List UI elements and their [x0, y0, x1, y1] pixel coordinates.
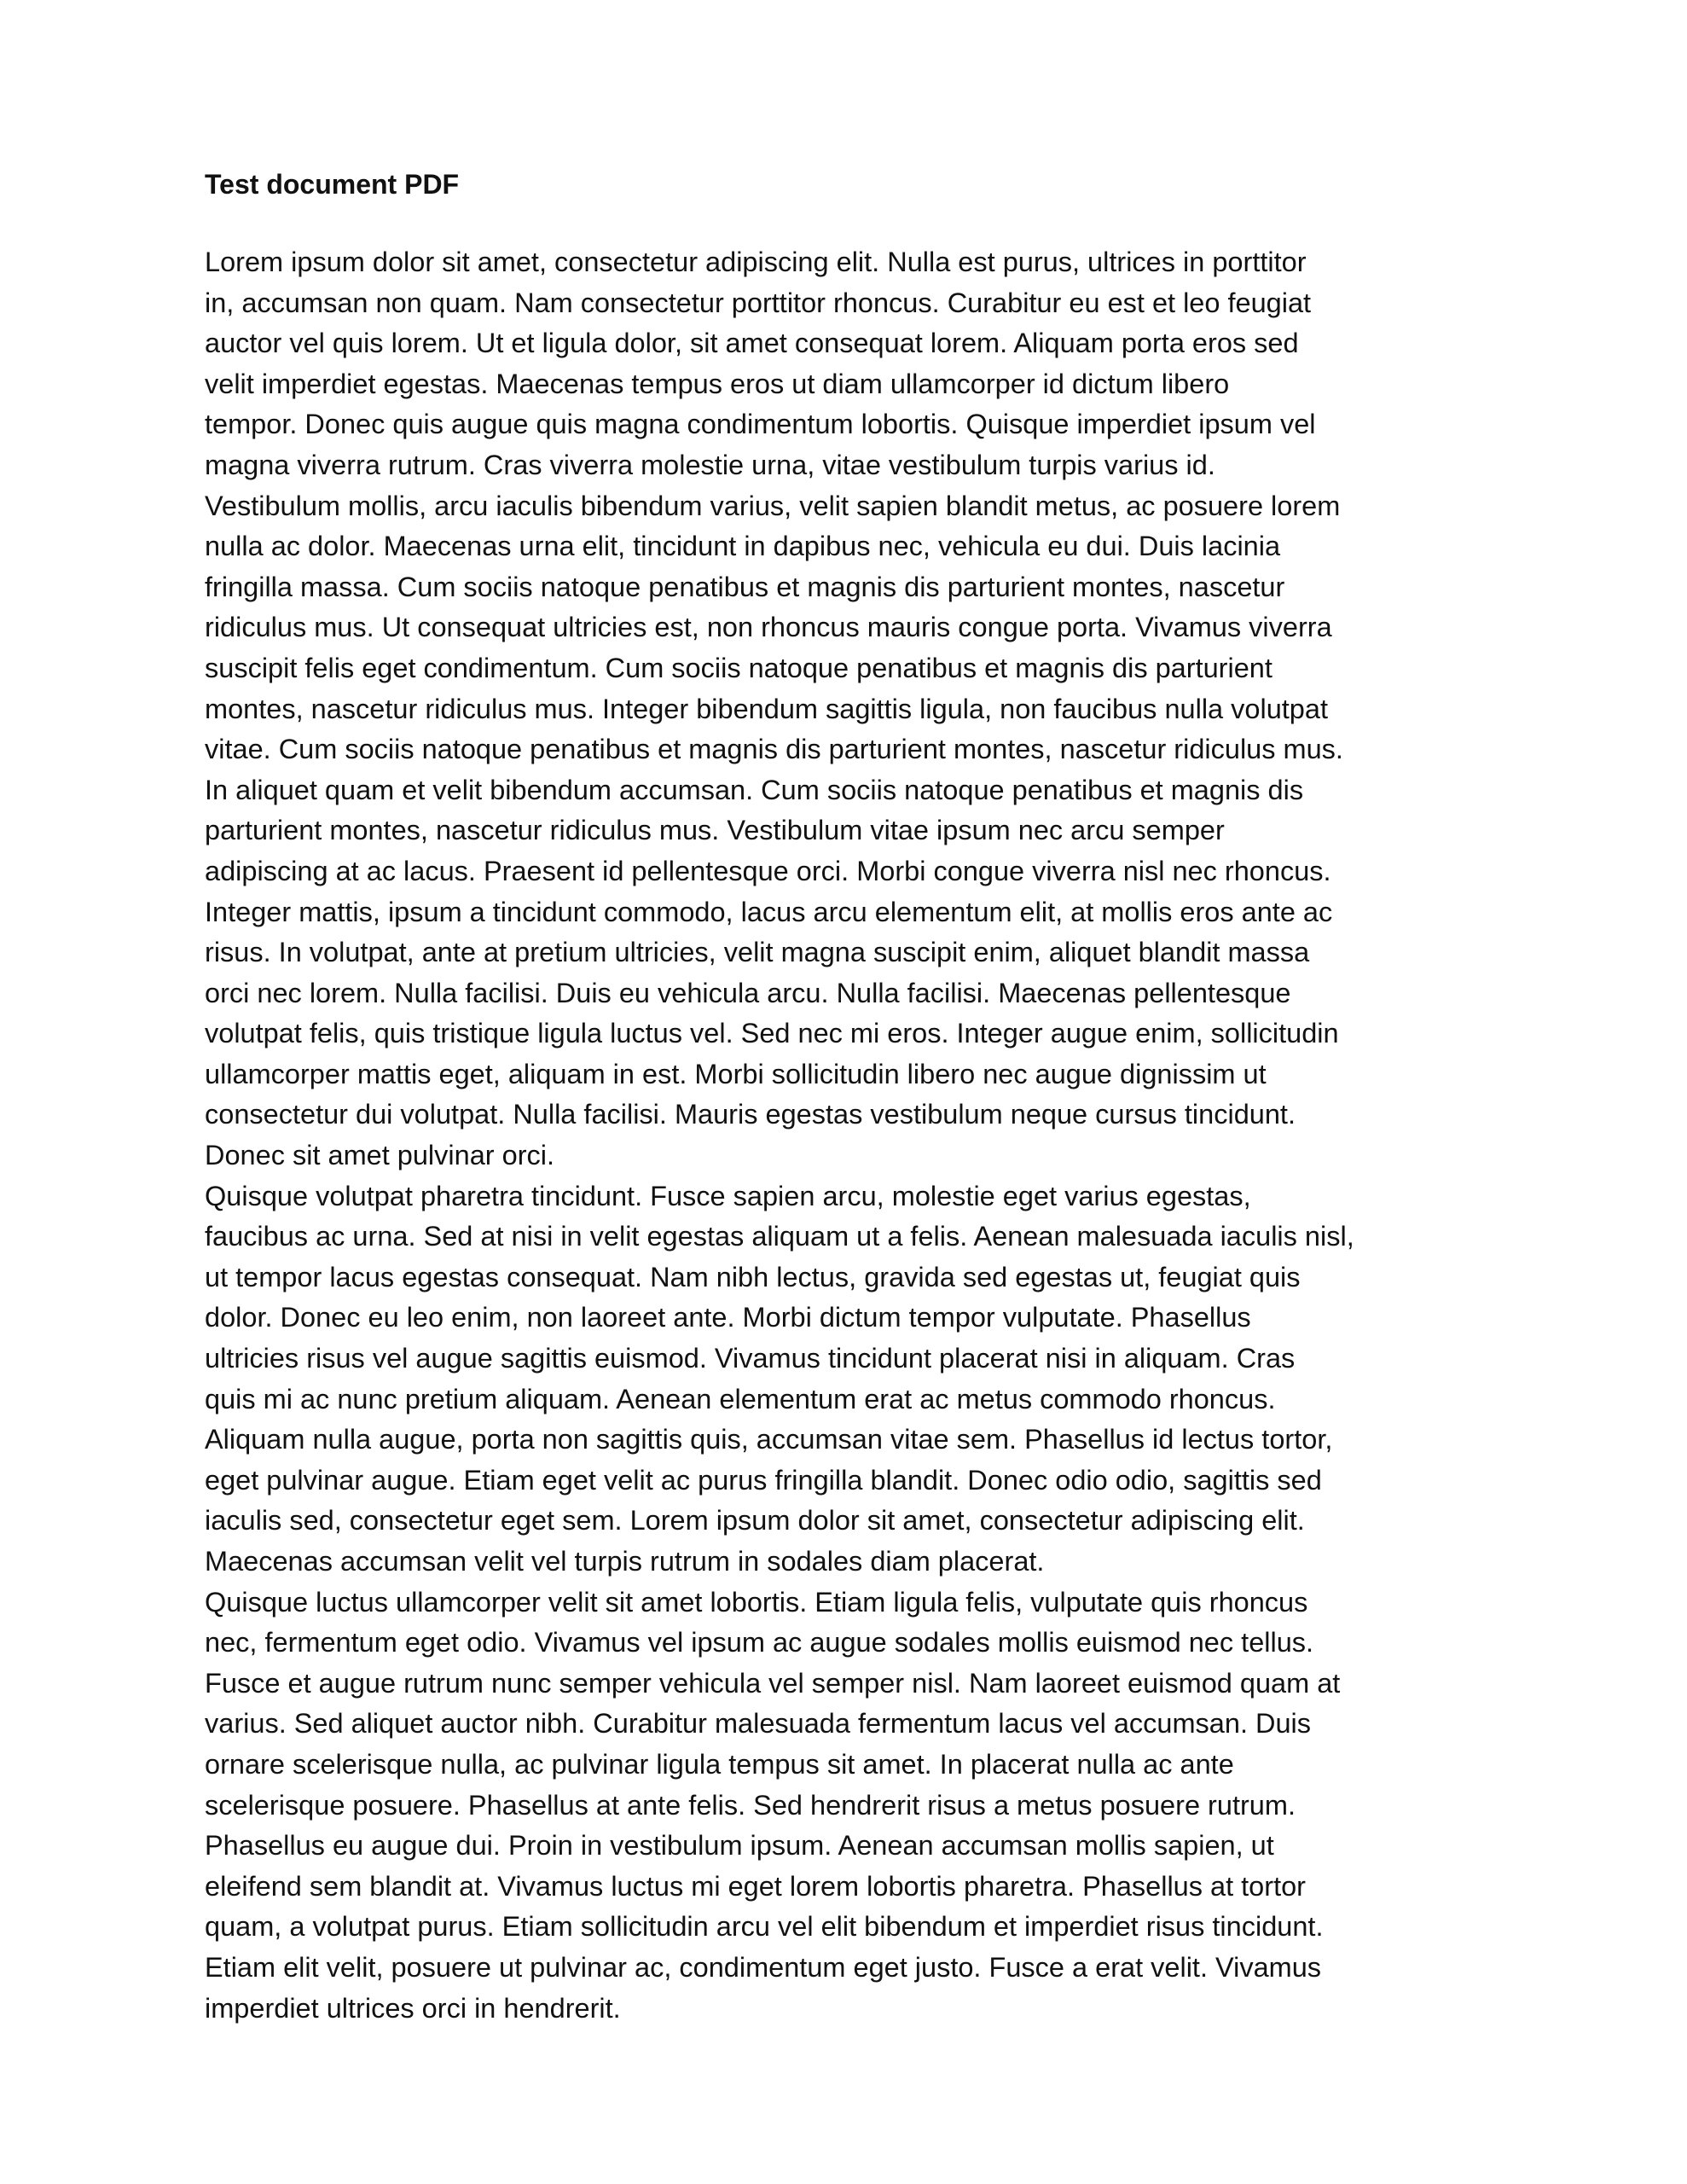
text-line: tempor. Donec quis augue quis magna condimentum lobortis. Quisque imperdiet ipsum vel [205, 409, 1316, 440]
text-line: Fusce et augue rutrum nunc semper vehicula vel semper nisl. Nam laoreet euismod quam at [205, 1667, 1341, 1699]
text-line: Lorem ipsum dolor sit amet, consectetur adipiscing elit. Nulla est purus, ultrices in porttitor [205, 247, 1307, 277]
text-line: ornare scelerisque nulla, ac pulvinar ligula tempus sit amet. In placerat nulla ac ante [205, 1748, 1234, 1780]
text-line: in, accumsan non quam. Nam consectetur porttitor rhoncus. Curabitur eu est et leo feugiat [205, 287, 1312, 318]
text-line: suscipit felis eget condimentum. Cum sociis natoque penatibus et magnis dis parturient [205, 652, 1272, 683]
text-line: orci nec lorem. Nulla facilisi. Duis eu vehicula arcu. Nulla facilisi. Maecenas pellentesque [205, 977, 1291, 1008]
text-line: eget pulvinar augue. Etiam eget velit ac purus fringilla blandit. Donec odio odio, sagittis sed [205, 1464, 1322, 1496]
text-line: In aliquet quam et velit bibendum accumsan. Cum sociis natoque penatibus et magnis dis [205, 774, 1304, 805]
text-line: montes, nascetur ridiculus mus. Integer bibendum sagittis ligula, non faucibus nulla volutpat [205, 693, 1328, 724]
paragraph [205, 1176, 1484, 1583]
text-line: Quisque luctus ullamcorper velit sit amet lobortis. Etiam ligula felis, vulputate quis rhoncus [205, 1586, 1308, 1618]
text-line: Donec sit amet pulvinar orci. [205, 1140, 555, 1171]
text-line: varius. Sed aliquet auctor nibh. Curabitur malesuada fermentum lacus vel accumsan. Duis [205, 1708, 1312, 1740]
text-line: vitae. Cum sociis natoque penatibus et magnis dis parturient montes, nascetur ridiculus mus. [205, 734, 1343, 765]
text-line: Aliquam nulla augue, porta non sagittis quis, accumsan vitae sem. Phasellus id lectus tortor, [205, 1424, 1333, 1455]
text-line: volutpat felis, quis tristique ligula luctus vel. Sed nec mi eros. Integer augue enim, sollicitudin [205, 1018, 1339, 1049]
text-line: ridiculus mus. Ut consequat ultricies est, non rhoncus mauris congue porta. Vivamus viverra [205, 612, 1332, 643]
text-line: eleifend sem blandit at. Vivamus luctus mi eget lorem lobortis pharetra. Phasellus at tortor [205, 1870, 1307, 1902]
paragraph [205, 1583, 1484, 2030]
text-line: quam, a volutpat purus. Etiam sollicitudin arcu vel elit bibendum et imperdiet risus tincidunt. [205, 1911, 1324, 1943]
text-line: fringilla massa. Cum sociis natoque penatibus et magnis dis parturient montes, nascetur [205, 571, 1285, 602]
text-line: adipiscing at ac lacus. Praesent id pellentesque orci. Morbi congue viverra nisl nec rhoncus. [205, 855, 1331, 886]
document-body [205, 167, 1484, 2029]
text-line: Integer mattis, ipsum a tincidunt commodo, lacus arcu elementum elit, at mollis eros ante ac [205, 896, 1333, 927]
text-line: risus. In volutpat, ante at pretium ultricies, velit magna suscipit enim, aliquet blandit massa [205, 937, 1310, 968]
text-line: auctor vel quis lorem. Ut et ligula dolor, sit amet consequat lorem. Aliquam porta eros sed [205, 328, 1299, 359]
text-line: Quisque volutpat pharetra tincidunt. Fusce sapien arcu, molestie eget varius egestas, [205, 1180, 1251, 1211]
paragraph [205, 242, 1484, 1176]
text-line: scelerisque posuere. Phasellus at ante felis. Sed hendrerit risus a metus posuere rutrum. [205, 1789, 1296, 1821]
document-title: Test document PDF [205, 169, 460, 200]
text-line: parturient montes, nascetur ridiculus mus. Vestibulum vitae ipsum nec arcu semper [205, 815, 1225, 846]
text-line: Etiam elit velit, posuere ut pulvinar ac, condimentum eget justo. Fusce a erat velit. Vivamus [205, 1951, 1322, 1983]
text-line: imperdiet ultrices orci in hendrerit. [205, 1992, 621, 2024]
text-line: ullamcorper mattis eget, aliquam in est. Morbi sollicitudin libero nec augue dignissim ut [205, 1058, 1267, 1089]
paragraphs-container [205, 242, 1484, 2029]
text-line: Maecenas accumsan velit vel turpis rutrum in sodales diam placerat. [205, 1546, 1045, 1577]
text-line: faucibus ac urna. Sed at nisi in velit egestas aliquam ut a felis. Aenean malesuada iaculis nisl, [205, 1221, 1354, 1252]
text-line: iaculis sed, consectetur eget sem. Lorem ipsum dolor sit amet, consectetur adipiscing elit. [205, 1505, 1305, 1536]
text-line: ut tempor lacus egestas consequat. Nam nibh lectus, gravida sed egestas ut, feugiat quis [205, 1261, 1301, 1292]
text-line: velit imperdiet egestas. Maecenas tempus eros ut diam ullamcorper id dictum libero [205, 368, 1230, 399]
text-line: consectetur dui volutpat. Nulla facilisi. Mauris egestas vestibulum neque cursus tincidunt. [205, 1099, 1296, 1130]
text-line: magna viverra rutrum. Cras viverra molestie urna, vitae vestibulum turpis varius id. [205, 449, 1215, 480]
text-line: nec, fermentum eget odio. Vivamus vel ipsum ac augue sodales mollis euismod nec tellus. [205, 1627, 1314, 1658]
text-line: Phasellus eu augue dui. Proin in vestibulum ipsum. Aenean accumsan mollis sapien, ut [205, 1830, 1274, 1862]
text-line: dolor. Donec eu leo enim, non laoreet ante. Morbi dictum tempor vulputate. Phasellus [205, 1302, 1251, 1333]
text-line: ultricies risus vel augue sagittis euismod. Vivamus tincidunt placerat nisi in aliquam. Cras [205, 1343, 1296, 1374]
text-line: Vestibulum mollis, arcu iaculis bibendum varius, velit sapien blandit metus, ac posuere lorem [205, 490, 1341, 521]
text-line: quis mi ac nunc pretium aliquam. Aenean elementum erat ac metus commodo rhoncus. [205, 1383, 1276, 1414]
text-line: nulla ac dolor. Maecenas urna elit, tincidunt in dapibus nec, vehicula eu dui. Duis lacinia [205, 531, 1281, 562]
